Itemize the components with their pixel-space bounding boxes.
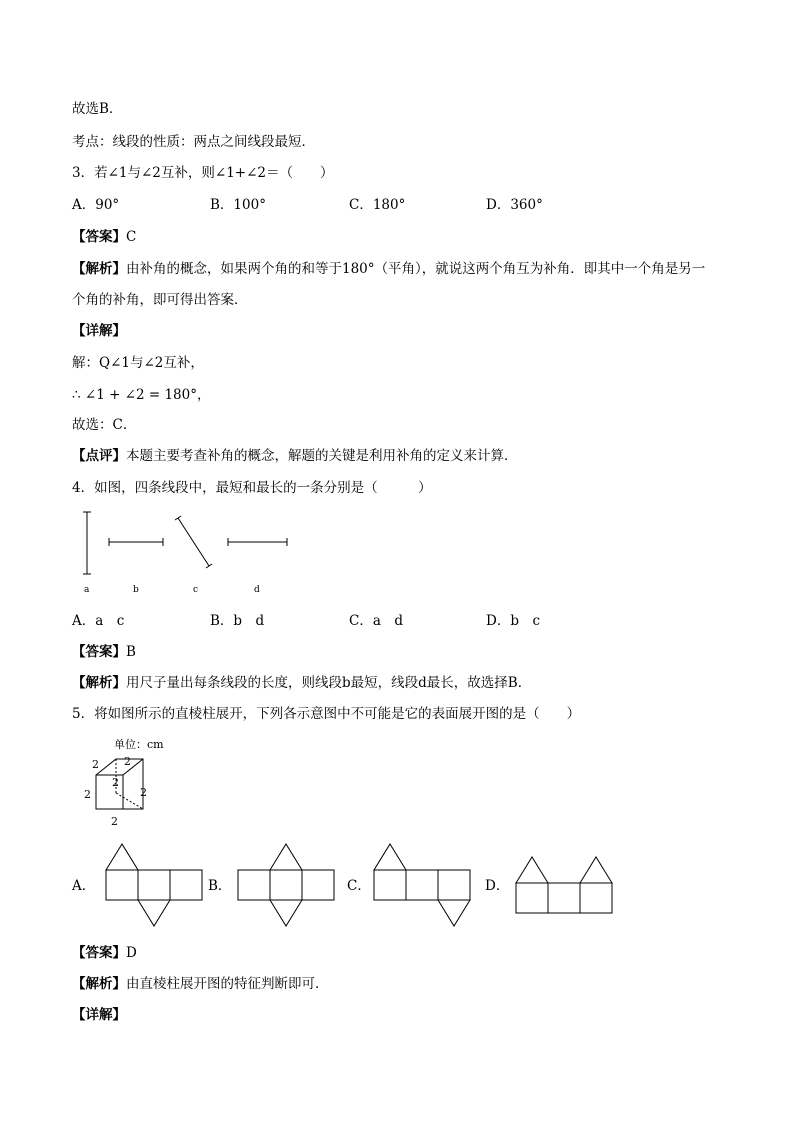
comment-text: 本题主要考查补角的概念，解题的关键是利用补角的定义来计算． (126, 448, 518, 464)
analysis-text: 由补角的概念，如果两个角的和等于180°（平角），就说这两个角互为补角．即其中一个角是另一 (126, 261, 706, 277)
net-b-figure (236, 842, 336, 927)
analysis-tag: 【解析】 (72, 261, 126, 277)
question-4: 4．如图，四条线段中，最短和最长的一条分别是（ ） (72, 480, 432, 496)
dim-label: 2 (92, 758, 99, 771)
label-b: b (133, 585, 139, 595)
q4-option-d: D．b c (486, 613, 541, 629)
dim-label: 2 (112, 776, 119, 789)
q4-segments-figure (78, 508, 308, 598)
answer-value: B (126, 644, 136, 660)
label-a: a (84, 585, 90, 595)
comment-tag: 【点评】 (72, 448, 126, 464)
answer-value: D (126, 945, 137, 961)
analysis-tag: 【解析】 (72, 675, 126, 691)
q3-solution-1: 解：Q∠1与∠2互补， (72, 355, 204, 371)
q3-analysis (72, 259, 705, 279)
q5-option-a: A． (72, 878, 96, 894)
q3-solution-2: ∴ ∠1 + ∠2 = 180°， (72, 387, 211, 403)
q5-detail-tag: 【详解】 (72, 1007, 126, 1023)
q5-option-c: C． (347, 878, 371, 894)
analysis-tag: 【解析】 (72, 976, 126, 992)
line-knowledge-point: 考点：线段的性质：两点之间线段最短． (72, 134, 315, 150)
answer-tag: 【答案】 (72, 229, 126, 245)
q3-option-d: D．360° (486, 197, 543, 213)
q4-answer (72, 642, 136, 662)
q3-option-a: A．90° (72, 197, 120, 213)
q5-option-d: D． (485, 878, 510, 894)
q3-comment (72, 446, 518, 466)
q5-analysis (72, 974, 329, 994)
q3-analysis-cont: 个角的补角，即可得出答案． (72, 292, 248, 308)
question-5: 5．将如图所示的直棱柱展开，下列各示意图中不可能是它的表面展开图的是（ ） (72, 706, 581, 722)
label-c: c (193, 585, 199, 595)
answer-tag: 【答案】 (72, 945, 126, 961)
question-3: 3．若∠1与∠2互补，则∠1+∠2＝（ ） (72, 165, 334, 181)
analysis-text: 由直棱柱展开图的特征判断即可． (126, 976, 329, 992)
q3-solution-3: 故选：C． (72, 417, 137, 433)
q5-option-b: B． (208, 878, 232, 894)
net-c-figure (372, 842, 472, 927)
dim-label: 2 (111, 815, 118, 828)
q3-detail-tag: 【详解】 (72, 323, 126, 339)
q4-option-c: C．a d (349, 613, 404, 629)
answer-tag: 【答案】 (72, 644, 126, 660)
q3-option-b: B．100° (210, 197, 266, 213)
line-choice-b: 故选B． (72, 101, 123, 117)
q4-option-b: B．b d (210, 613, 265, 629)
q4-option-a: A．a c (72, 613, 125, 629)
q5-answer (72, 943, 137, 963)
q3-option-c: C．180° (349, 197, 406, 213)
label-d: d (254, 585, 260, 595)
q3-answer (72, 227, 136, 247)
answer-value: C (126, 229, 137, 245)
dim-label: 2 (140, 786, 147, 799)
prism-figure (80, 736, 190, 831)
dim-label: 2 (84, 788, 91, 801)
net-d-figure (514, 855, 614, 915)
unit-label: 单位：cm (114, 738, 164, 751)
net-a-figure (104, 842, 204, 927)
analysis-text: 用尺子量出每条线段的长度，则线段b最短，线段d最长，故选择B． (126, 675, 532, 691)
dim-label: 2 (124, 755, 131, 768)
q4-analysis (72, 673, 531, 693)
segment-c (178, 518, 209, 566)
